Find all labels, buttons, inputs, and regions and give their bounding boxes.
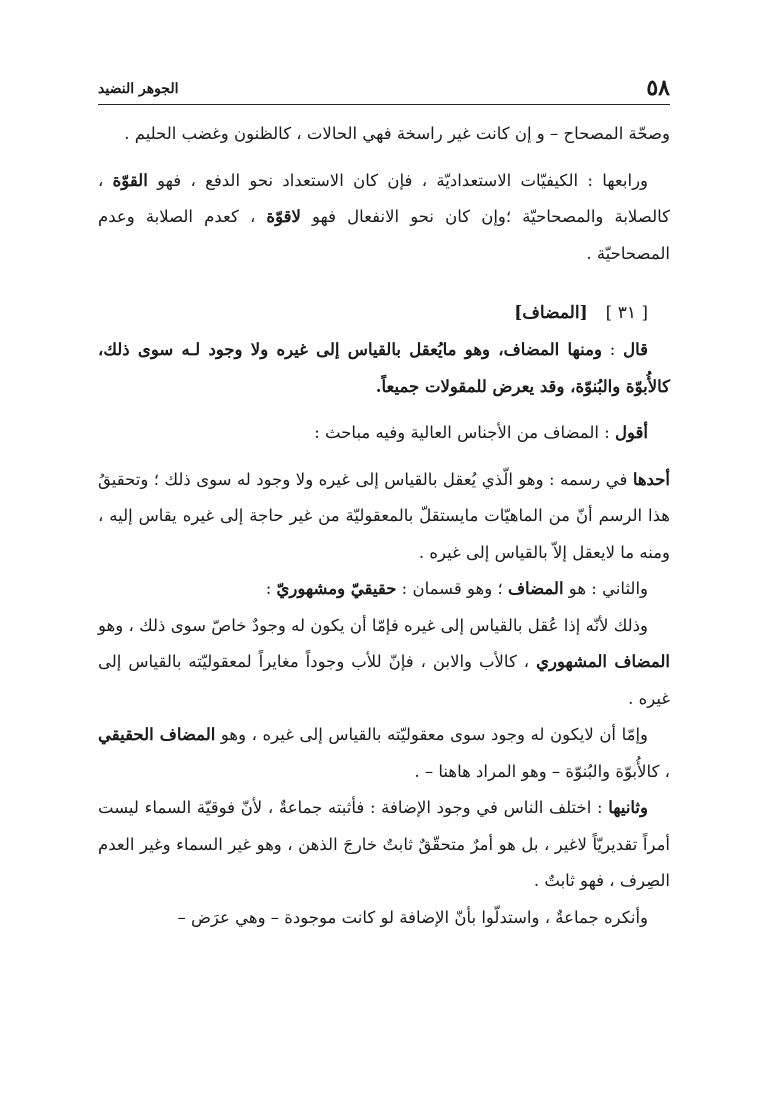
paragraph-2-text-c: ، كالصلابة والمصحاحيّة ؛وإن كان نحو الانفعال فهو — [98, 170, 670, 226]
page-number: ٥٨ — [646, 75, 670, 101]
paragraph-3 — [98, 415, 670, 452]
paragraph-7 — [98, 717, 670, 790]
term-quwwa: القوّة — [112, 170, 148, 190]
paragraph-1-text: وصحّة المصحاح – و إن كانت غير راسخة فهي الحالات ، كالظنون وغضب الحليم . — [124, 124, 670, 143]
paragraph-6-text-a: وذلك لأنّه إذا عُقل بالقياس إلى غيره فإمّا أن يكون له وجودٌ خاصّ سوى ذلك ، وهو — [98, 615, 648, 635]
term-haqiqi-mashhuri: حقيقيّ ومشهوريّ — [276, 579, 397, 598]
term-mudaf: المضاف — [507, 579, 564, 598]
paragraph-9 — [98, 900, 670, 937]
paragraph-5 — [98, 571, 670, 608]
aqulu-label: أقول — [615, 423, 648, 442]
section-title: [المضاف] — [514, 303, 588, 323]
paragraph-7-text-c: ، كالأُبوّة والبُنوّة – وهو المراد هاهنا – . — [414, 761, 670, 781]
section-heading — [98, 294, 670, 332]
paragraph-2 — [98, 163, 670, 273]
qala-label: قال — [623, 340, 648, 359]
paragraph-9-text: وأنكره جماعةٌ ، واستدلّوا بأنّ الإضافة لو كانت موجودة – وهي عرَض – — [177, 907, 648, 927]
paragraph-2-text-a: ورابعها : الكيفيّات الاستعداديّة ، فإن كان الاستعداد نحو الدفع ، فهو — [147, 170, 649, 190]
quoted-text — [98, 332, 670, 405]
paragraph-6 — [98, 608, 670, 718]
paragraph-2-text-e: ، كعدم الصلابة وعدم المصحاحيّة . — [98, 207, 670, 263]
paragraph-4-text: في رسمه : وهو الّذي يُعقل بالقياس إلى غيره ولا وجود له سوى ذلك ؛ وتحقيقُ هذا الرسم أنّ من الماهيّات مايستقلّ بالمعقوليّة من غير حاجة إلى غيره يقاس إليه ، ومنه ما لايعقل إلاّ بالقياس إلى غيره . — [98, 469, 670, 562]
paragraph-5-text-c: ؛ وهو قسمان : — [396, 579, 508, 598]
first-topic-label: أحدها — [632, 469, 670, 489]
term-mudaf-haqiqi: المضاف الحقيقي — [98, 725, 216, 744]
term-mudaf-mashhuri: المضاف المشهوري — [536, 652, 671, 671]
paragraph-8-text: : اختلف الناس في وجود الإضافة : فأثبته جماعةٌ ، لأنّ فوقيّة السماء ليست أمراً تقديريّاً لاغير ، بل هو أمرٌ متحقّقٌ ثابتٌ خارجَ الذهن ، وهو غير السماء وغير العدم الصِرف ، فهو ثابتٌ . — [98, 798, 670, 890]
paragraph-3-text: : المضاف من الأجناس العالية وفيه مباحث : — [314, 423, 616, 442]
paragraph-8 — [98, 790, 670, 900]
second-topic-label: وثانيها — [608, 798, 648, 817]
paragraph-5-text-e: : — [265, 579, 277, 598]
paragraph-1 — [98, 116, 670, 153]
running-title: الجوهر النضيد — [98, 81, 179, 97]
paragraph-7-text-a: وإمّا أن لايكون له وجود سوى معقوليّته بالقياس إلى غيره ، وهو — [215, 725, 648, 744]
paragraph-4 — [98, 462, 670, 572]
term-la-quwwa: لاقوّة — [266, 207, 301, 226]
page-body — [98, 116, 670, 936]
page-header — [98, 70, 670, 105]
paragraph-5-text-a: والثاني : هو — [563, 579, 648, 598]
qala-colon: : — [601, 340, 624, 359]
quoted-text-body: ومنها المضاف، وهو مايُعقل بالقياس إلى غيره ولا وجود لـه سوى ذلك، كالأُبوّة والبُنوّة، وقد يعرض للمقولات جميعاً. — [98, 340, 670, 396]
section-number: [ ٣١ ] — [605, 303, 648, 323]
paragraph-6-text-c: ، كالأب والابن ، فإنّ للأب وجوداً مغايراً لمعقوليّته بالقياس إلى غيره . — [98, 652, 670, 708]
